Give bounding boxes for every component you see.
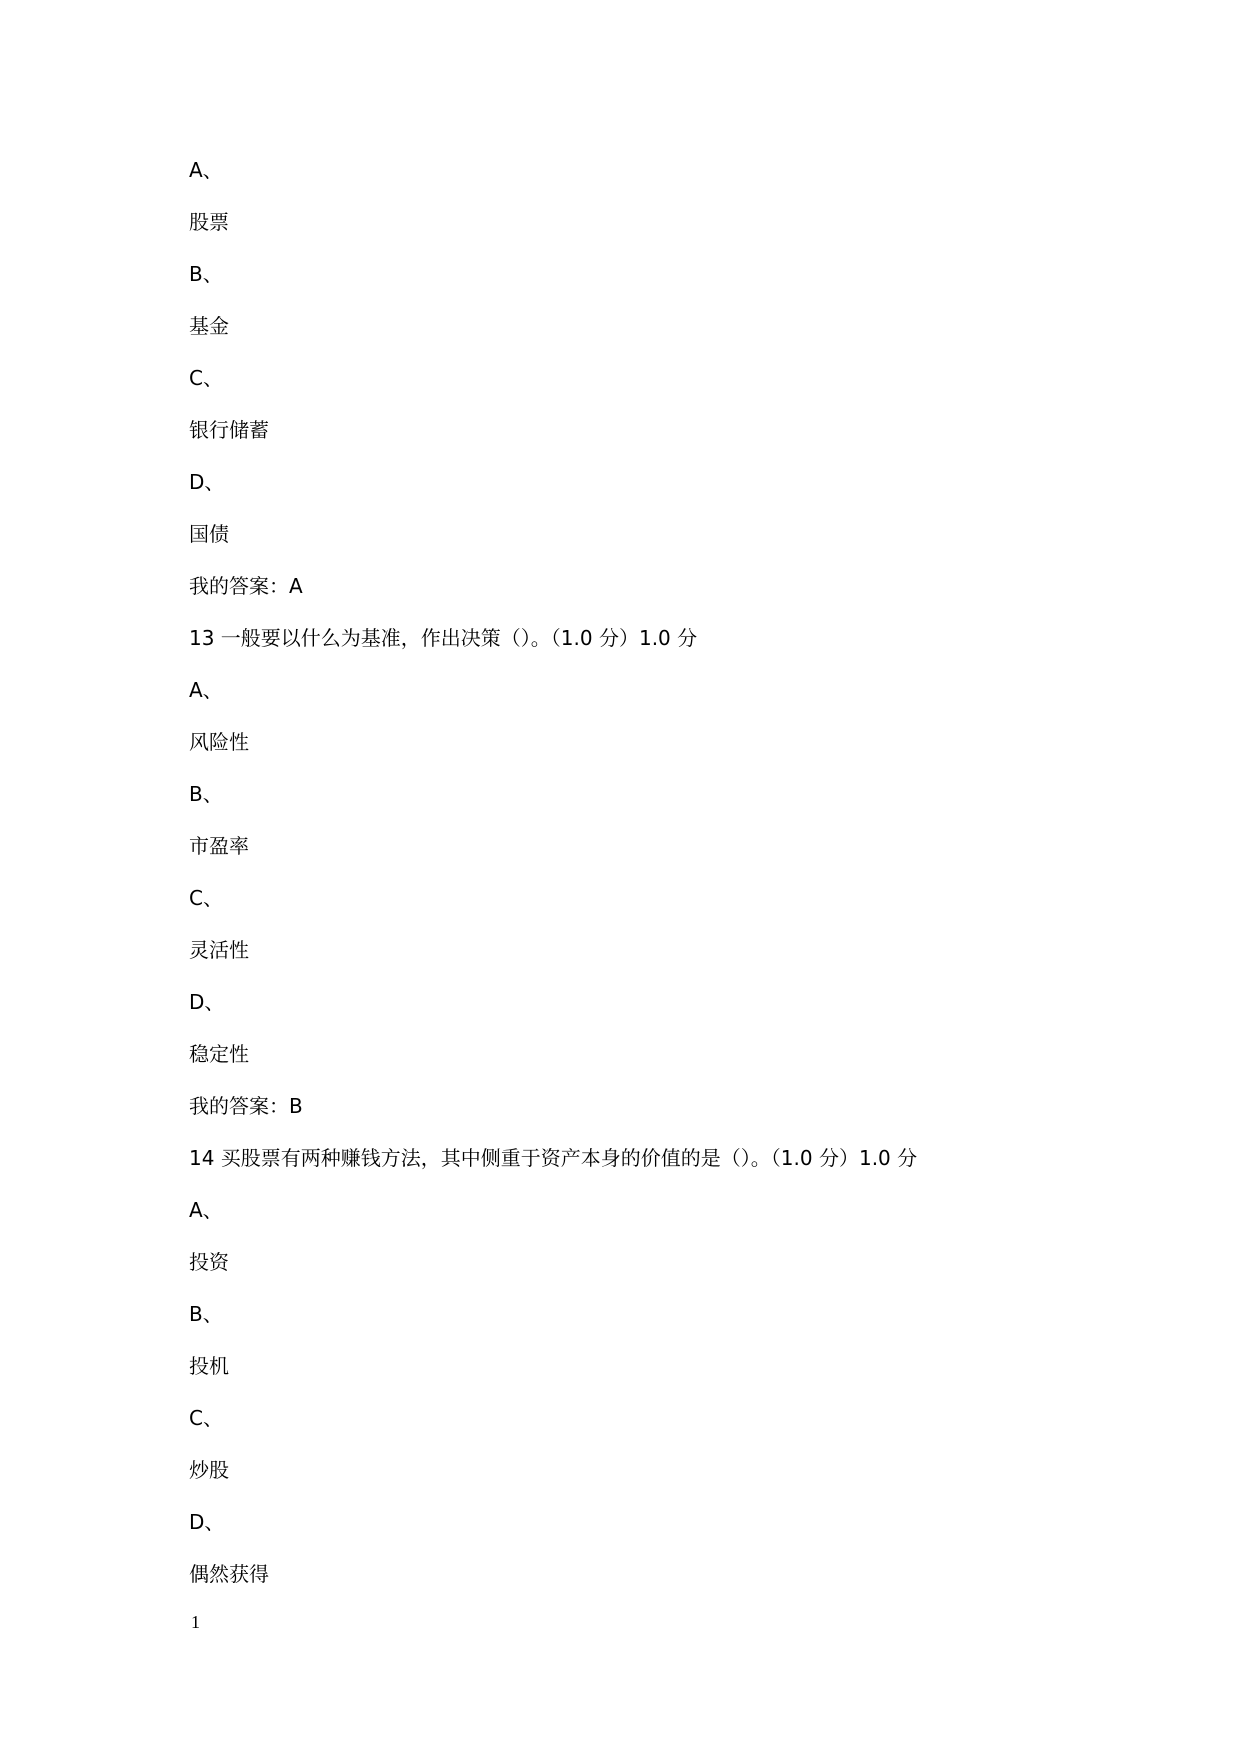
question-13: 13 一般要以什么为基准，作出决策（）。（1.0 分）1.0 分 xyxy=(189,626,698,650)
option-label-a: A、 xyxy=(189,1198,223,1222)
option-label-b: B、 xyxy=(189,782,223,806)
option-label-b: B、 xyxy=(189,262,223,286)
page-number: 1 xyxy=(191,1612,200,1632)
option-label-d: D、 xyxy=(189,470,225,494)
option-label-a: A、 xyxy=(189,678,223,702)
option-text: 炒股 xyxy=(189,1458,229,1482)
option-label-d: D、 xyxy=(189,990,225,1014)
question-content xyxy=(189,150,1089,1606)
option-label-b: B、 xyxy=(189,1302,223,1326)
option-text: 投资 xyxy=(189,1250,229,1274)
option-text: 银行储蓄 xyxy=(189,418,269,442)
answer-line: 我的答案：A xyxy=(189,574,303,598)
option-text: 股票 xyxy=(189,210,229,234)
option-label-c: C、 xyxy=(189,366,223,390)
answer-line: 我的答案：B xyxy=(189,1094,303,1118)
option-text: 市盈率 xyxy=(189,834,249,858)
question-14: 14 买股票有两种赚钱方法，其中侧重于资产本身的价值的是（）。（1.0 分）1.0 分 xyxy=(189,1146,918,1170)
option-text: 风险性 xyxy=(189,730,249,754)
option-text: 基金 xyxy=(189,314,229,338)
option-text: 国债 xyxy=(189,522,229,546)
option-label-c: C、 xyxy=(189,886,223,910)
option-text: 灵活性 xyxy=(189,938,249,962)
option-label-d: D、 xyxy=(189,1510,225,1534)
option-label-a: A、 xyxy=(189,158,223,182)
option-label-c: C、 xyxy=(189,1406,223,1430)
option-text: 投机 xyxy=(189,1354,229,1378)
option-text: 偶然获得 xyxy=(189,1562,269,1586)
option-text: 稳定性 xyxy=(189,1042,249,1066)
